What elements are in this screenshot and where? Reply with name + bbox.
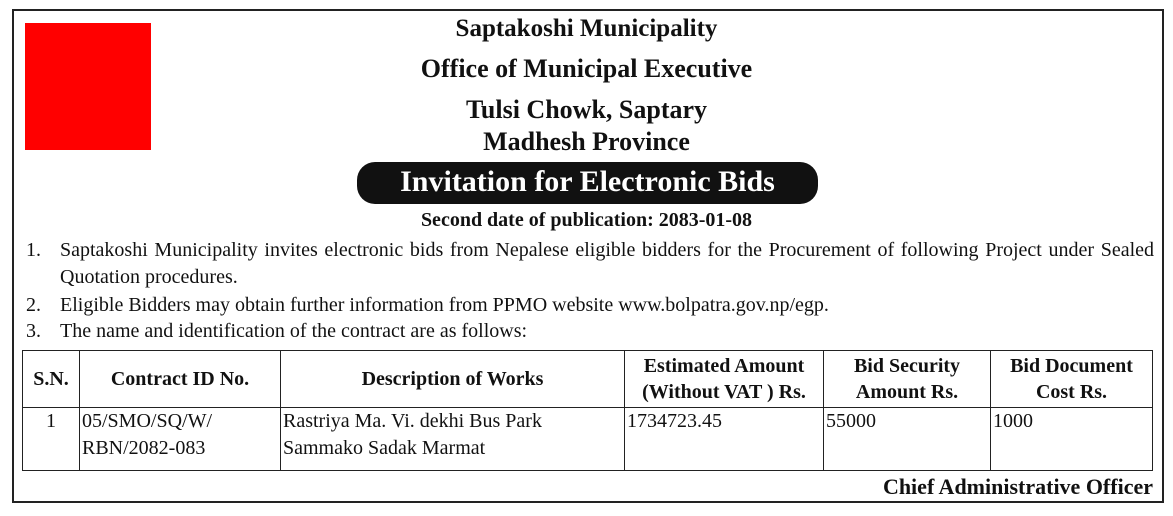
header-estimated-line2: (Without VAT ) Rs. (642, 381, 806, 403)
contract-id-line1: 05/SMO/SQ/W/ (82, 410, 213, 432)
description-line1: Rastriya Ma. Vi. dekhi Bus Park (283, 410, 542, 432)
header-bid-document-cost (991, 351, 1153, 408)
cell-estimated-amount: 1734723.45 (625, 408, 824, 471)
table-header-row (23, 351, 1153, 408)
province-name: Madhesh Province (483, 127, 690, 156)
cell-description (281, 408, 625, 471)
municipality-name: Saptakoshi Municipality (455, 15, 718, 42)
header-estimated-line1: Estimated Amount (643, 355, 805, 377)
office-name: Office of Municipal Executive (420, 54, 753, 83)
contract-table (22, 350, 1153, 471)
header-description: Description of Works (281, 351, 625, 408)
item-text: Eligible Bidders may obtain further information from PPMO website www.bolpatra.gov.np/egp. (60, 294, 829, 316)
header-security-line2: Amount Rs. (855, 381, 959, 403)
description-line2: Sammako Sadak Marmat (283, 437, 486, 459)
item-number: 1. (26, 239, 41, 261)
signatory-title: Chief Administrative Officer (882, 474, 1153, 499)
cell-bid-security: 55000 (824, 408, 991, 471)
header-sn: S.N. (23, 351, 80, 408)
contract-id-line2: RBN/2082-083 (82, 437, 206, 459)
office-address: Tulsi Chowk, Saptary (465, 95, 708, 124)
header-bid-security (824, 351, 991, 408)
header-contract-id: Contract ID No. (80, 351, 281, 408)
item-number: 3. (26, 320, 41, 342)
table-row (23, 408, 1153, 471)
cell-bid-document-cost: 1000 (991, 408, 1153, 471)
notice-title-banner: Invitation for Electronic Bids (357, 162, 818, 204)
item-text: The name and identification of the contract are as follows: (60, 320, 528, 342)
cell-contract-id (80, 408, 281, 471)
item-number: 2. (26, 294, 41, 316)
header-security-line1: Bid Security (853, 355, 961, 377)
cell-sn: 1 (23, 408, 80, 471)
item-text: Saptakoshi Municipality invites electronic bids from Nepalese eligible bidders for the Procurement of following Project under Sealed Quotation procedures. (60, 239, 1154, 288)
publication-date: Second date of publication: 2083-01-08 (420, 209, 753, 231)
header-doc-line2: Cost Rs. (1035, 381, 1108, 403)
header-estimated-amount (625, 351, 824, 408)
header-doc-line1: Bid Document (1010, 355, 1133, 377)
